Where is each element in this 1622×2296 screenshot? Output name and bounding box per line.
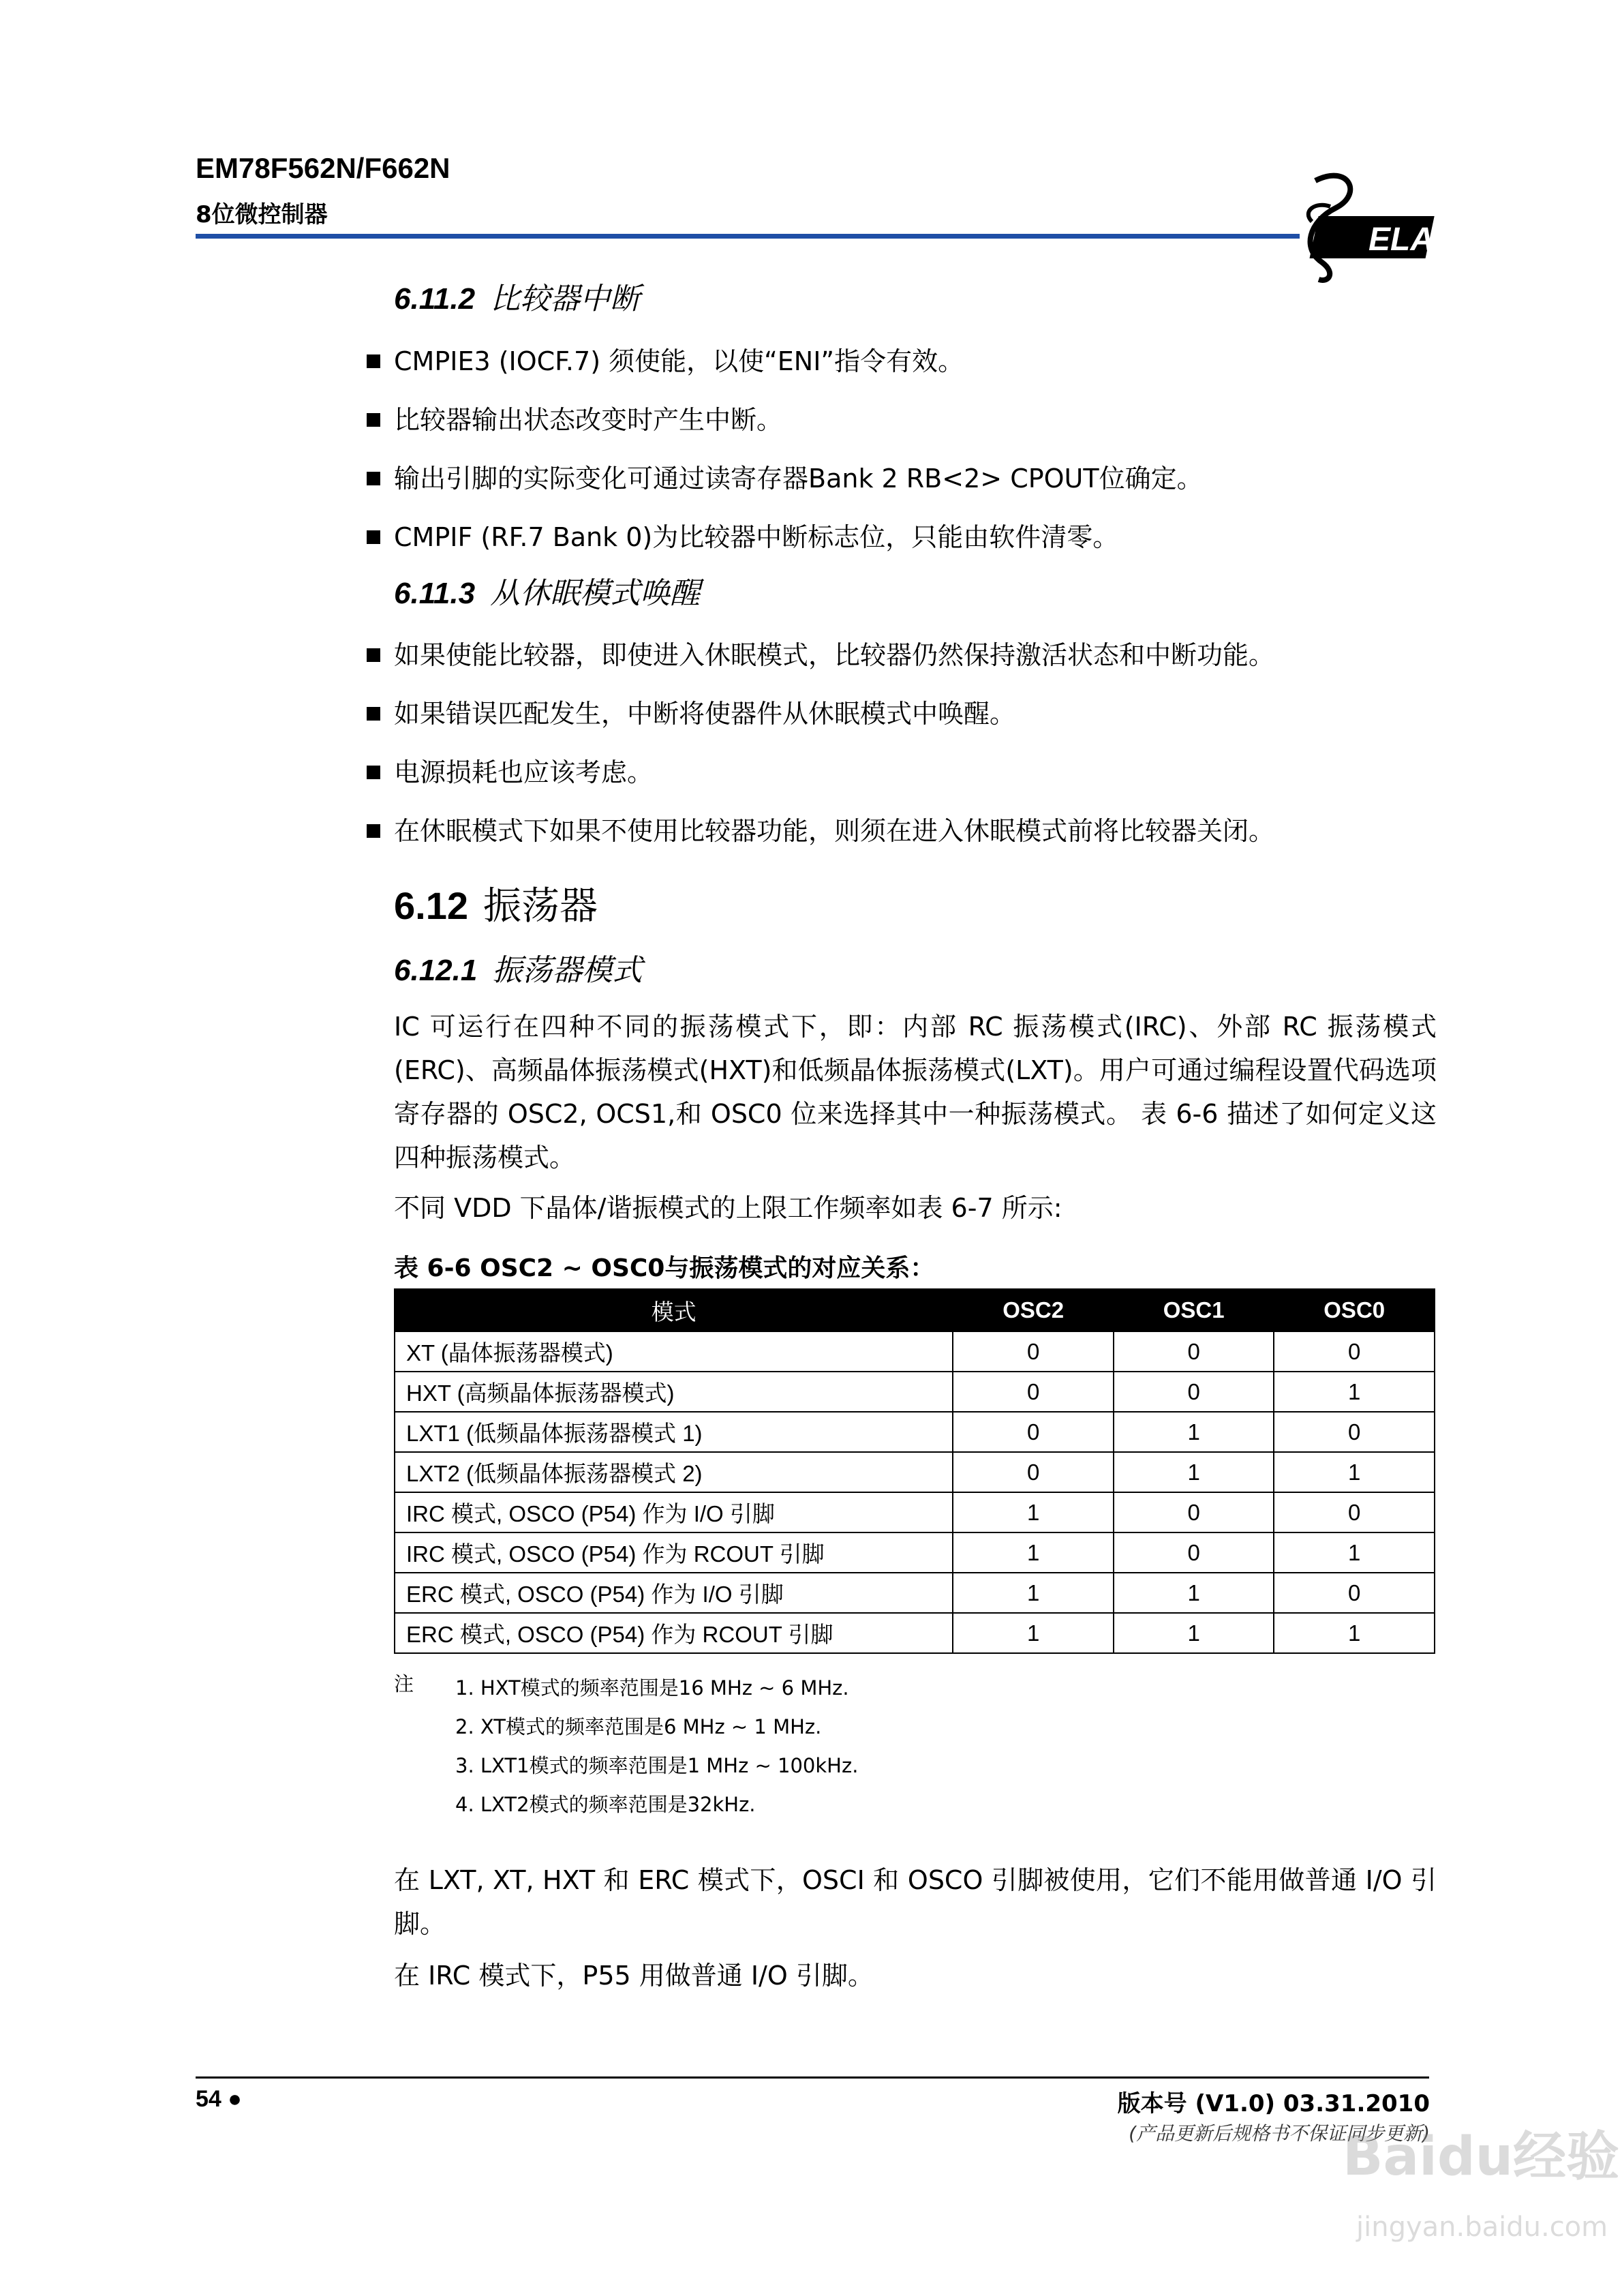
version-note: (产品更新后规格书不保证同步更新): [1129, 2122, 1430, 2145]
list-6-11-2: [394, 346, 1457, 581]
paragraph-pin-usage: 在 LXT, XT, HXT 和 ERC 模式下，OSCI 和 OSCO 引脚被使用，它们不能用做普通 I/O 引脚。: [394, 1865, 1437, 1939]
table-cell: IRC 模式, OSCO (P54) 作为 I/O 引脚: [395, 1492, 953, 1532]
table-cell: 0: [1274, 1412, 1435, 1452]
paragraph-frequency-ref: 不同 VDD 下晶体/谐振模式的上限工作频率如表 6-7 所示:: [394, 1193, 1062, 1223]
table-caption: 表 6-6 OSC2 ~ OSC0与振荡模式的对应关系：: [394, 1254, 935, 1282]
table-cell: LXT2 (低频晶体振荡器模式 2): [395, 1452, 953, 1492]
table-cell: 1: [1114, 1452, 1274, 1492]
table-cell: 1: [1274, 1372, 1435, 1412]
list-item: 输出引脚的实际变化可通过读寄存器Bank 2 RB<2> CPOUT位确定。: [394, 464, 1457, 494]
document-title: EM78F562N/F662N: [196, 152, 450, 184]
table-cell: 1: [1114, 1412, 1274, 1452]
note-item: 2. XT模式的频率范围是6 MHz ~ 1 MHz.: [455, 1715, 822, 1738]
table-cell: IRC 模式, OSCO (P54) 作为 RCOUT 引脚: [395, 1532, 953, 1573]
table-cell: ERC 模式, OSCO (P54) 作为 RCOUT 引脚: [395, 1613, 953, 1653]
table-cell: 0: [1114, 1372, 1274, 1412]
column-header: OSC0: [1274, 1289, 1435, 1331]
baidu-watermark: [1336, 2100, 1620, 2263]
page-number: 54 ●: [196, 2086, 242, 2112]
table-row: [395, 1331, 1435, 1372]
list-item: 如果使能比较器，即使进入休眠模式，比较器仍然保持激活状态和中断功能。: [394, 640, 1457, 670]
column-header: OSC2: [953, 1289, 1114, 1331]
svg-text:Baidu经验: Baidu经验: [1343, 2126, 1620, 2188]
table-cell: 1: [1274, 1532, 1435, 1573]
heading-6-12-1: 6.12.1 振荡器模式: [394, 953, 643, 988]
table-cell: 0: [1114, 1331, 1274, 1372]
table-cell: 1: [1114, 1613, 1274, 1653]
table-cell: HXT (高频晶体振荡器模式): [395, 1372, 953, 1412]
paragraph-irc-mode: 在 IRC 模式下，P55 用做普通 I/O 引脚。: [394, 1961, 874, 1991]
table-cell: 0: [953, 1331, 1114, 1372]
list-item: 电源损耗也应该考虑。: [394, 757, 1457, 787]
table-row: [395, 1412, 1435, 1452]
header-rule: [196, 234, 1300, 239]
table-cell: 0: [1274, 1331, 1435, 1372]
list-item: 比较器输出状态改变时产生中断。: [394, 405, 1457, 435]
elan-logo: [1288, 167, 1458, 283]
table-cell: 0: [1274, 1492, 1435, 1532]
table-row: [395, 1613, 1435, 1653]
list-item: CMPIF (RF.7 Bank 0)为比较器中断标志位，只能由软件清零。: [394, 522, 1457, 552]
table-cell: 0: [953, 1372, 1114, 1412]
column-header: 模式: [395, 1289, 953, 1331]
note-item: 1. HXT模式的频率范围是16 MHz ~ 6 MHz.: [455, 1676, 849, 1700]
table-row: [395, 1573, 1435, 1613]
table-row: [395, 1492, 1435, 1532]
table-header-row: [395, 1289, 1435, 1331]
table-cell: 1: [953, 1573, 1114, 1613]
svg-text:ELAN: ELAN: [1368, 222, 1458, 258]
table-cell: ERC 模式, OSCO (P54) 作为 I/O 引脚: [395, 1573, 953, 1613]
footer-rule: [196, 2076, 1429, 2079]
version-info: 版本号 (V1.0) 03.31.2010: [1117, 2090, 1430, 2117]
heading-6-11-3: 6.11.3 从休眠模式唤醒: [394, 576, 701, 611]
table-cell: 1: [1274, 1452, 1435, 1492]
table-cell: 1: [953, 1492, 1114, 1532]
column-header: OSC1: [1114, 1289, 1274, 1331]
table-cell: 0: [1114, 1492, 1274, 1532]
table-cell: 1: [953, 1532, 1114, 1573]
table-cell: 0: [953, 1412, 1114, 1452]
table-cell: 0: [1274, 1573, 1435, 1613]
note-item: 3. LXT1模式的频率范围是1 MHz ~ 100kHz.: [455, 1754, 859, 1777]
table-cell: 1: [953, 1613, 1114, 1653]
table-cell: 0: [953, 1452, 1114, 1492]
table-cell: XT (晶体振荡器模式): [395, 1331, 953, 1372]
document-subtitle: 8位微控制器: [196, 201, 328, 228]
list-item: 如果错误匹配发生，中断将使器件从休眠模式中唤醒。: [394, 699, 1457, 729]
table-cell: 1: [1114, 1573, 1274, 1613]
list-item: CMPIE3 (IOCF.7) 须使能，以使“ENI”指令有效。: [394, 346, 1457, 376]
oscillator-mode-table: [394, 1288, 1435, 1654]
table-row: [395, 1452, 1435, 1492]
table-row: [395, 1532, 1435, 1573]
table-row: [395, 1372, 1435, 1412]
list-6-11-3: [394, 640, 1457, 875]
svg-text:jingyan.baidu.com: jingyan.baidu.com: [1356, 2211, 1608, 2243]
table-cell: 0: [1114, 1532, 1274, 1573]
heading-6-11-2: 6.11.2 比较器中断: [394, 282, 641, 316]
notes-label: 注: [394, 1672, 414, 1695]
table-cell: 1: [1274, 1613, 1435, 1653]
paragraph-oscillator-modes: IC 可运行在四种不同的振荡模式下，即：内部 RC 振荡模式(IRC)、外部 RC 振荡模式(ERC)、高频晶体振荡模式(HXT)和低频晶体振荡模式(LXT)。用户可通过编程设置代码选项寄存器的 OSC2, OCS1,和 OSC0 位来选择其中一种振荡模式。 表 6-6 描述了如何定义这四种振荡模式。: [394, 1012, 1437, 1173]
list-item: 在休眠模式下如果不使用比较器功能，则须在进入休眠模式前将比较器关闭。: [394, 816, 1457, 846]
table-cell: LXT1 (低频晶体振荡器模式 1): [395, 1412, 953, 1452]
note-item: 4. LXT2模式的频率范围是32kHz.: [455, 1793, 756, 1816]
heading-6-12: 6.12 振荡器: [394, 884, 598, 928]
